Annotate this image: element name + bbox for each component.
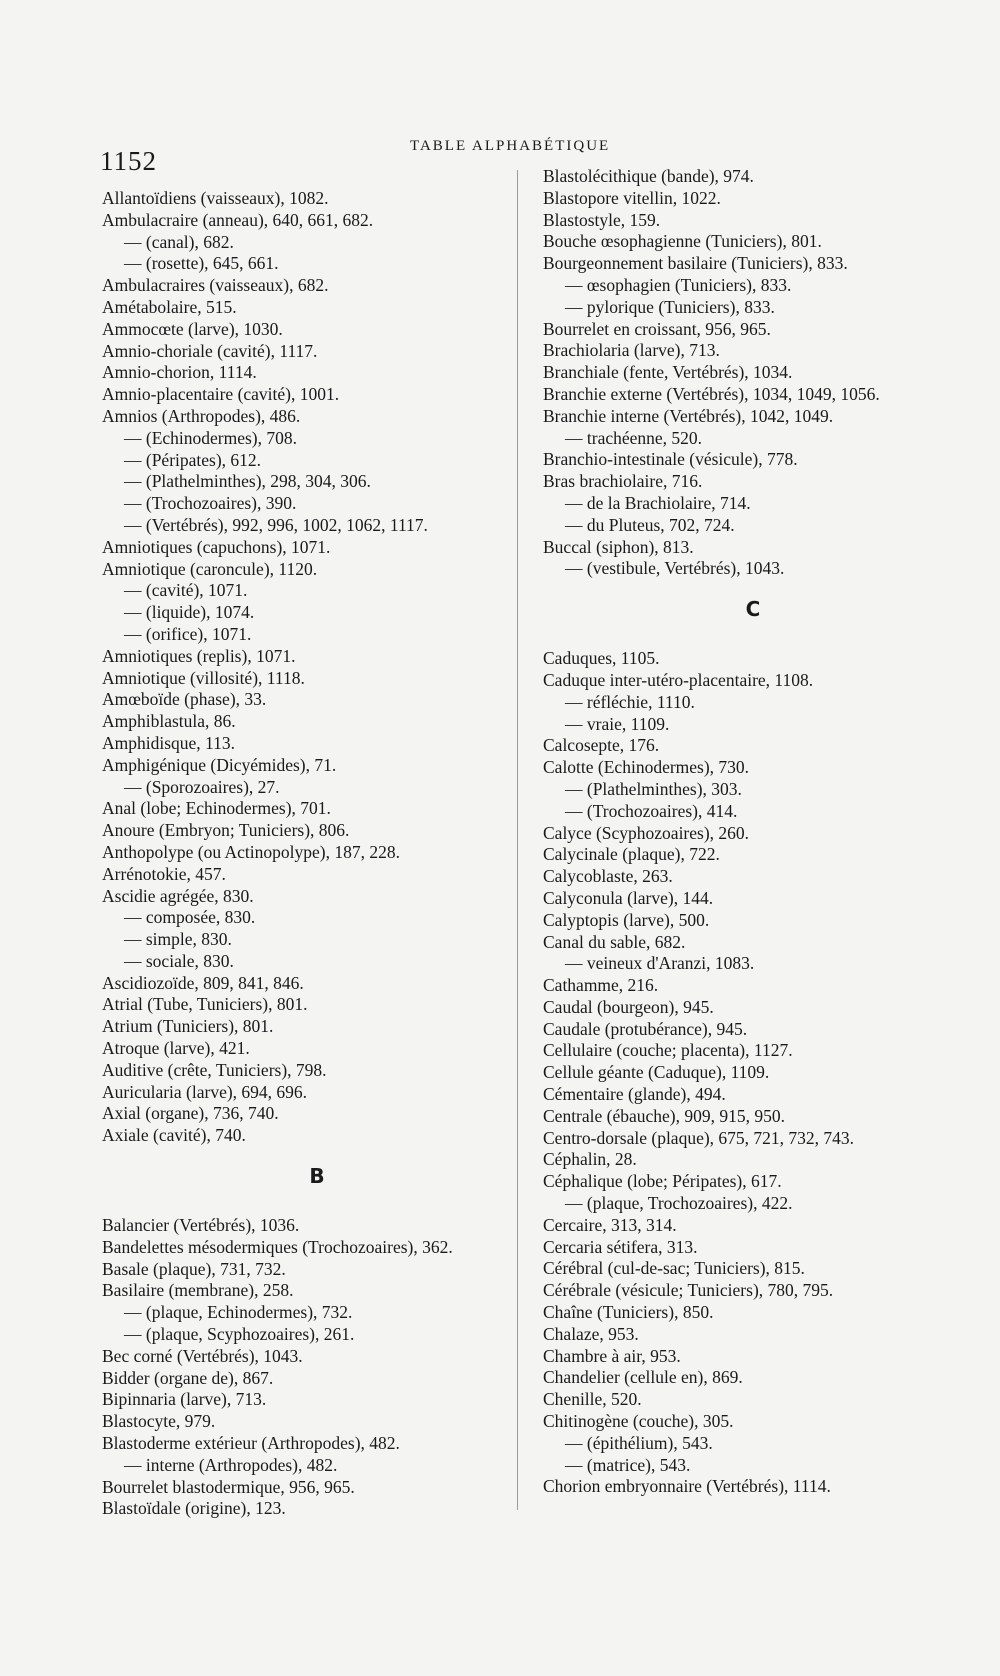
index-entry: Cercaire, 313, 314. [543, 1214, 677, 1235]
index-entry: Ascidie agrégée, 830. [102, 885, 254, 906]
index-entry: Amniotique (villosité), 1118. [102, 667, 305, 688]
index-entry: — (Plathelminthes), 298, 304, 306. [124, 471, 371, 492]
index-entry: — (liquide), 1074. [124, 602, 255, 623]
index-entry: Centrale (ébauche), 909, 915, 950. [543, 1105, 786, 1126]
index-entry: — pylorique (Tuniciers), 833. [565, 296, 775, 317]
index-entry: — (Trochozoaires), 390. [124, 493, 297, 514]
index-entry: Bouche œsophagienne (Tuniciers), 801. [543, 231, 822, 252]
index-entry: Cercaria sétifera, 313. [543, 1236, 698, 1257]
index-entry: Calyconula (larve), 144. [543, 887, 714, 908]
index-entry: Amnio-chorion, 1114. [102, 362, 257, 383]
index-entry: Céphalin, 28. [543, 1149, 637, 1170]
index-entry: Calycinale (plaque), 722. [543, 844, 720, 865]
index-entry: Amphidisque, 113. [102, 732, 236, 753]
index-entry: Chaîne (Tuniciers), 850. [543, 1302, 714, 1323]
index-entry: — (Plathelminthes), 303. [565, 778, 742, 799]
index-entry: Calcosepte, 176. [543, 735, 660, 756]
index-entry: Bras brachiolaire, 716. [543, 471, 703, 492]
index-entry: Blastocyte, 979. [102, 1411, 216, 1432]
index-entry: — (cavité), 1071. [124, 580, 248, 601]
index-entry: Ascidiozoïde, 809, 841, 846. [102, 972, 304, 993]
index-entry: — (vestibule, Vertébrés), 1043. [565, 558, 785, 579]
index-entry: — (Sporozoaires), 27. [124, 776, 280, 797]
index-entry: Ambulacraires (vaisseaux), 682. [102, 275, 329, 296]
index-entry: Axial (organe), 736, 740. [102, 1103, 279, 1124]
index-entry: — (Echinodermes), 708. [124, 427, 298, 448]
index-entry: Anoure (Embryon; Tuniciers), 806. [102, 820, 350, 841]
index-entry: Amnios (Arthropodes), 486. [102, 405, 301, 426]
index-entry: Bandelettes mésodermiques (Trochozoaires), 362. [102, 1236, 453, 1257]
index-entry: — sociale, 830. [124, 950, 234, 971]
index-entry: Calycoblaste, 263. [543, 866, 673, 887]
index-entry: Calyce (Scyphozoaires), 260. [543, 822, 750, 843]
right-entry-list [543, 166, 963, 580]
index-entry: — œsophagien (Tuniciers), 833. [565, 274, 792, 295]
index-entry: Bourrelet blastodermique, 956, 965. [102, 1476, 355, 1497]
index-entry: — (Trochozoaires), 414. [565, 800, 738, 821]
index-entry: Blastoïdale (origine), 123. [102, 1498, 286, 1519]
index-entry: — (épithélium), 543. [565, 1432, 713, 1453]
index-entry: Basale (plaque), 731, 732. [102, 1258, 286, 1279]
section-letter-b: B [309, 1164, 325, 1189]
index-entry: Amétabolaire, 515. [102, 296, 237, 317]
index-entry: Anal (lobe; Echinodermes), 701. [102, 798, 331, 819]
index-entry: Calotte (Echinodermes), 730. [543, 757, 750, 778]
index-entry: Allantoïdiens (vaisseaux), 1082. [102, 188, 329, 208]
index-entry: Bourgeonnement basilaire (Tuniciers), 833. [543, 253, 848, 274]
index-entry: Amniotique (caroncule), 1120. [102, 558, 318, 579]
index-entry: Chambre à air, 953. [543, 1345, 681, 1366]
index-entry: Branchio-intestinale (vésicule), 778. [543, 449, 798, 470]
index-entry: Bec corné (Vertébrés), 1043. [102, 1345, 303, 1366]
index-entry: — du Pluteus, 702, 724. [565, 514, 735, 535]
index-entry: Céphalique (lobe; Péripates), 617. [543, 1171, 782, 1192]
index-entry: — (Vertébrés), 992, 996, 1002, 1062, 1117. [124, 514, 428, 535]
index-entry: Chandelier (cellule en), 869. [543, 1367, 743, 1388]
index-entry: Basilaire (membrane), 258. [102, 1280, 294, 1301]
index-entry: Auditive (crête, Tuniciers), 798. [102, 1059, 327, 1080]
index-entry: Centro-dorsale (plaque), 675, 721, 732, 743. [543, 1127, 855, 1148]
index-entry: Cérébral (cul-de-sac; Tuniciers), 815. [543, 1258, 805, 1279]
index-entry: — (plaque, Echinodermes), 732. [124, 1302, 353, 1323]
index-entry: — (Péripates), 612. [124, 449, 262, 470]
index-entry: Amniotiques (replis), 1071. [102, 645, 296, 666]
section-b-entry-list [102, 1215, 532, 1520]
index-entry: Ammocœte (larve), 1030. [102, 318, 283, 339]
index-entry: Branchiale (fente, Vertébrés), 1034. [543, 362, 793, 383]
page-number: 1152 [100, 146, 157, 176]
index-entry: Cérébrale (vésicule; Tuniciers), 780, 795. [543, 1280, 834, 1301]
index-entry: Branchie externe (Vertébrés), 1034, 1049, 1056. [543, 383, 880, 404]
index-entry: — trachéenne, 520. [565, 427, 703, 448]
left-column [102, 188, 532, 1520]
index-entry: Amnio-choriale (cavité), 1117. [102, 340, 318, 361]
index-entry: Axiale (cavité), 740. [102, 1125, 246, 1146]
index-entry: Arrénotokie, 457. [102, 863, 226, 884]
index-entry: Amphigénique (Dicyémides), 71. [102, 754, 337, 775]
index-entry: — vraie, 1109. [565, 713, 670, 734]
index-entry: Amniotiques (capuchons), 1071. [102, 536, 331, 557]
left-entry-list [102, 188, 532, 1147]
index-entry: Chalaze, 953. [543, 1323, 639, 1344]
index-entry: Caduques, 1105. [543, 648, 660, 669]
index-entry: — (rosette), 645, 661. [124, 253, 279, 274]
index-entry: Blastoderme extérieur (Arthropodes), 482. [102, 1433, 400, 1454]
index-entry: Buccal (siphon), 813. [543, 536, 694, 557]
index-entry: Blastostyle, 159. [543, 209, 661, 230]
index-entry: Bipinnaria (larve), 713. [102, 1389, 267, 1410]
index-entry: Chorion embryonnaire (Vertébrés), 1114. [543, 1476, 831, 1497]
index-entry: — simple, 830. [124, 929, 232, 950]
index-entry: Anthopolype (ou Actinopolype), 187, 228. [102, 841, 400, 862]
index-entry: Cathamme, 216. [543, 975, 659, 996]
index-entry: Caudal (bourgeon), 945. [543, 996, 714, 1017]
index-entry: Balancier (Vertébrés), 1036. [102, 1215, 300, 1236]
index-entry: Blastolécithique (bande), 974. [543, 166, 754, 186]
index-entry: Brachiolaria (larve), 713. [543, 340, 720, 361]
index-entry: Blastopore vitellin, 1022. [543, 187, 721, 208]
index-entry: Calyptopis (larve), 500. [543, 909, 710, 930]
index-entry: — réfléchie, 1110. [565, 691, 695, 712]
index-entry: Amphiblastula, 86. [102, 711, 236, 732]
index-entry: Canal du sable, 682. [543, 931, 686, 952]
index-entry: — (canal), 682. [124, 231, 234, 252]
index-entry: Atrial (Tube, Tuniciers), 801. [102, 994, 308, 1015]
index-entry: Chitinogène (couche), 305. [543, 1411, 734, 1432]
index-entry: Auricularia (larve), 694, 696. [102, 1081, 308, 1102]
index-entry: — (orifice), 1071. [124, 623, 252, 644]
index-entry: Caduque inter-utéro-placentaire, 1108. [543, 669, 814, 690]
index-entry: Bourrelet en croissant, 956, 965. [543, 318, 771, 339]
index-entry: — (matrice), 543. [565, 1454, 691, 1475]
index-entry: — de la Brachiolaire, 714. [565, 492, 751, 513]
index-entry: Bidder (organe de), 867. [102, 1367, 274, 1388]
index-entry: Ambulacraire (anneau), 640, 661, 682. [102, 209, 374, 230]
section-letter-c: C [745, 597, 761, 622]
index-entry: — composée, 830. [124, 907, 256, 928]
index-entry: Atrium (Tuniciers), 801. [102, 1016, 274, 1037]
index-entry: Branchie interne (Vertébrés), 1042, 1049. [543, 405, 834, 426]
index-entry: — (plaque, Trochozoaires), 422. [565, 1193, 793, 1214]
index-entry: Cémentaire (glande), 494. [543, 1084, 726, 1105]
index-entry: — (plaque, Scyphozoaires), 261. [124, 1324, 355, 1345]
section-c-entry-list [543, 648, 963, 1498]
index-entry: — veineux d'Aranzi, 1083. [565, 953, 755, 974]
index-entry: Cellulaire (couche; placenta), 1127. [543, 1040, 793, 1061]
index-entry: Atroque (larve), 421. [102, 1038, 250, 1059]
index-entry: — interne (Arthropodes), 482. [124, 1454, 338, 1475]
index-entry: Amnio-placentaire (cavité), 1001. [102, 384, 340, 405]
right-column [543, 166, 963, 1498]
index-entry: Caudale (protubérance), 945. [543, 1018, 748, 1039]
index-entry: Amœboïde (phase), 33. [102, 689, 267, 710]
index-entry: Cellule géante (Caduque), 1109. [543, 1062, 770, 1083]
running-title: TABLE ALPHABÉTIQUE [410, 138, 611, 154]
index-entry: Chenille, 520. [543, 1389, 642, 1410]
